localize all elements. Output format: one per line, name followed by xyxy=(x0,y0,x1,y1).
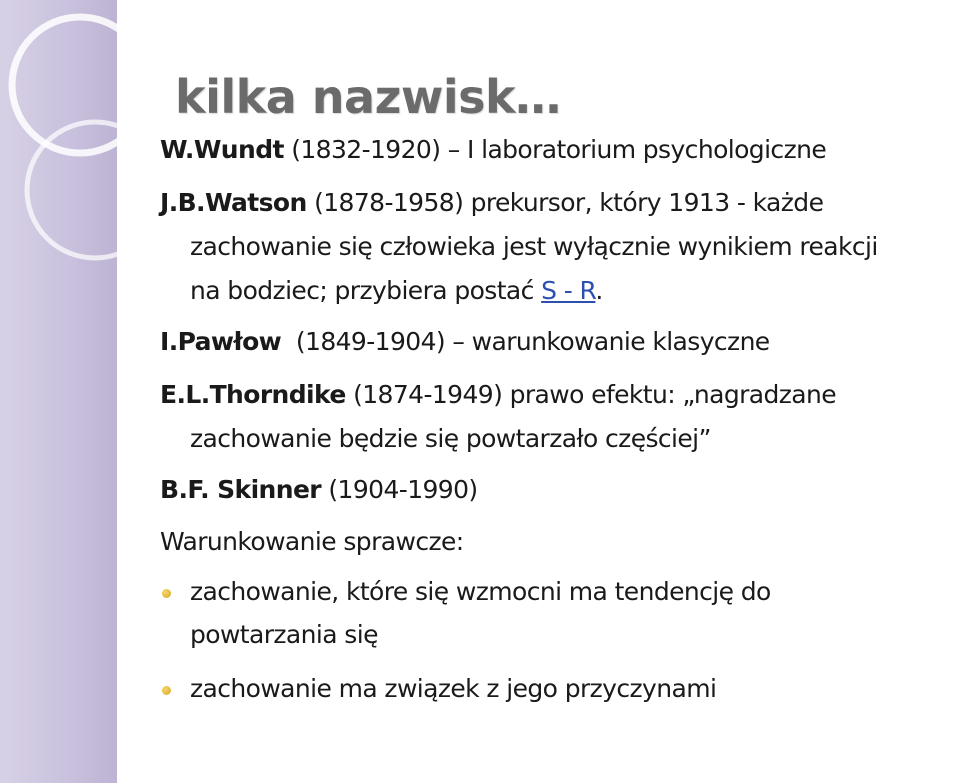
s-r-link[interactable]: S - R xyxy=(541,276,596,305)
text-pawlow: (1849-1904) – warunkowanie klasyczne xyxy=(281,327,770,356)
name-thorndike: E.L.Thorndike xyxy=(160,380,346,409)
bullet-1-line-1: zachowanie, które się wzmocni ma tendencję do xyxy=(190,577,771,606)
text-wundt: (1832-1920) – I laboratorium psychologiczne xyxy=(283,135,827,164)
name-pawlow: I.Pawłow xyxy=(160,327,282,356)
bullet-2-line-1: zachowanie ma związek z jego przyczynami xyxy=(190,674,717,703)
name-wundt: W.Wundt xyxy=(160,135,284,164)
item-watson xyxy=(160,188,823,217)
text-skinner: (1904-1990) xyxy=(321,475,478,504)
text-thorndike-1: (1874-1949) prawo efektu: „nagradzane xyxy=(345,380,837,409)
item-wundt xyxy=(160,135,826,164)
thorndike-line-2: zachowanie będzie się powtarzało częściej” xyxy=(190,424,711,453)
watson-line-2: zachowanie się człowieka jest wyłącznie wynikiem reakcji xyxy=(190,232,878,261)
operant-heading: Warunkowanie sprawcze: xyxy=(160,527,464,556)
slide-title: kilka nazwisk… xyxy=(175,70,561,124)
text-watson-1: (1878-1958) prekursor, który 1913 - każde xyxy=(306,188,824,217)
item-thorndike xyxy=(160,380,836,409)
bullet-dot-2 xyxy=(162,686,171,695)
name-skinner: B.F. Skinner xyxy=(160,475,322,504)
item-skinner xyxy=(160,475,478,504)
item-pawlow xyxy=(160,327,770,356)
bullet-dot-1 xyxy=(162,589,171,598)
name-watson: J.B.Watson xyxy=(160,188,307,217)
bullet-1-line-2: powtarzania się xyxy=(190,620,378,649)
watson-line-3 xyxy=(190,276,603,305)
watson-line-3-post: . xyxy=(595,276,603,305)
watson-line-3-pre: na bodziec; przybiera postać xyxy=(190,276,542,305)
